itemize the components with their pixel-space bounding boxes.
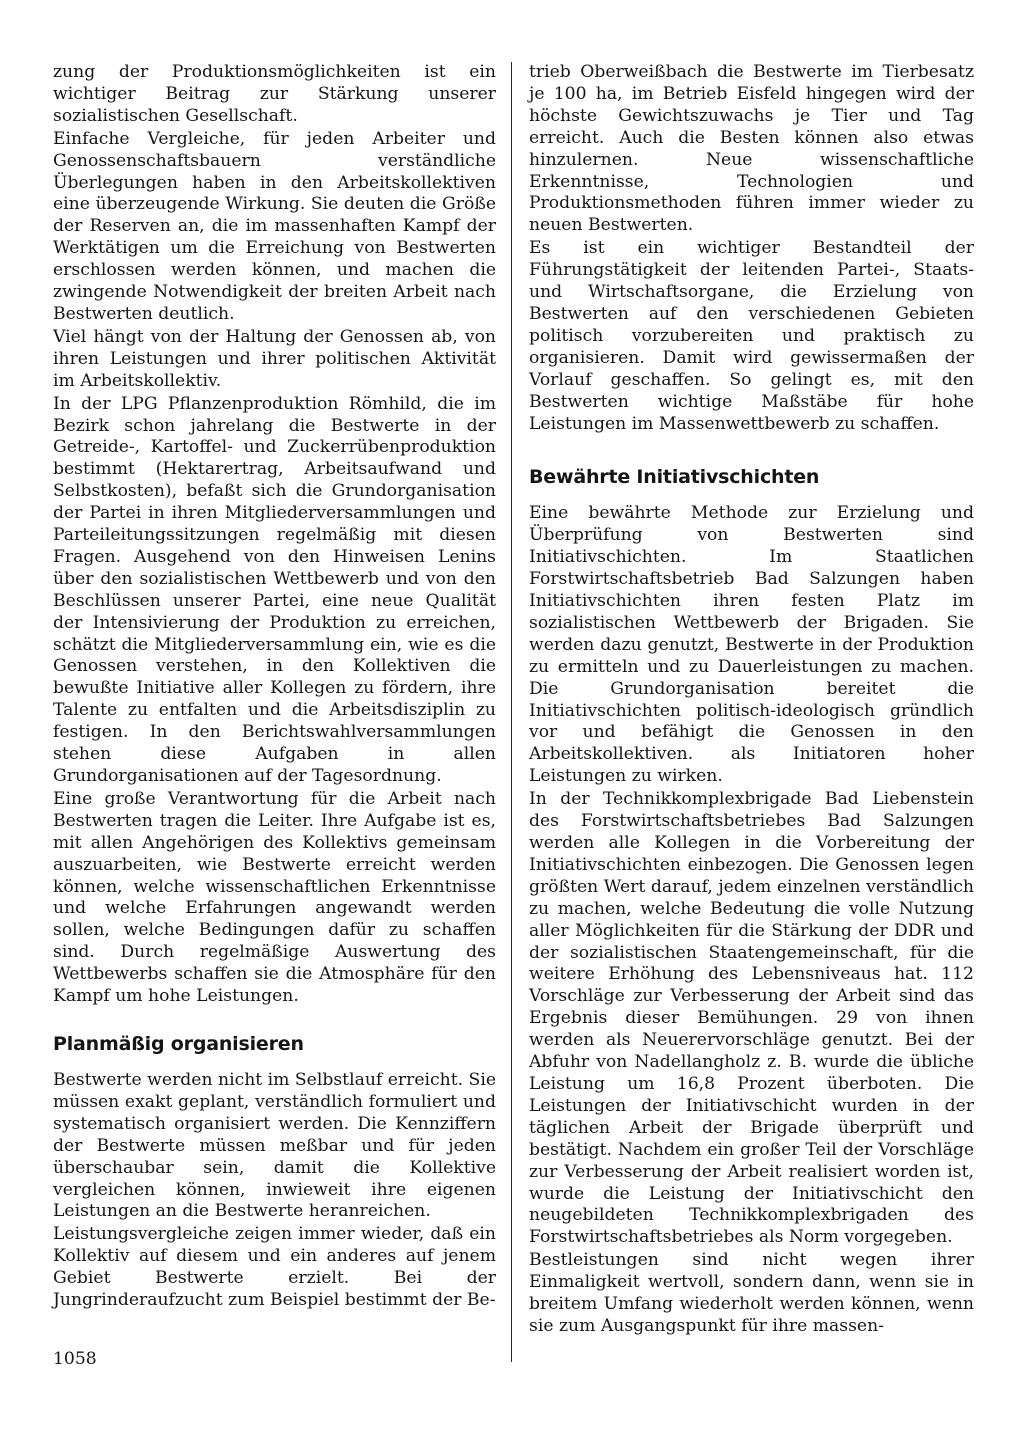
section-heading-planmaessig-organisieren: Planmäßig organisieren — [53, 1032, 304, 1055]
column-divider — [511, 62, 512, 1362]
right-text-column — [529, 62, 974, 1338]
paragraph: In der LPG Pflanzenproduktion Römhild, die im Bezirk schon jahrelang die Bestwerte in der Getreide-, Kartoffel- und Zuckerrübenproduktion bestimmt (Hektarertrag, Arbeitsaufwand und Selbstkosten), befaßt sich die Grundorganisation der Partei in ihren Mitgliederversammlungen und Parteileitungssitzungen regelmäßig mit diesen Fragen. Ausgehend von den Hinweisen Lenins über den sozialistischen Wettbewerb und von den Beschlüssen unserer Partei, eine neue Qualität der Intensivierung der Produktion zu erreichen, schätzt die Mitgliederversammlung ein, wie es die Genossen verstehen, in den Kollektiven die bewußte Initiative aller Kollegen zu fördern, ihre Talente zu entfalten und die Arbeitsdisziplin zu festigen. In den Berichtswahlversammlungen stehen diese Aufgaben in allen Grundorganisationen auf der Tagesordnung. — [53, 393, 496, 786]
paragraph: Eine bewährte Methode zur Erzielung und Überprüfung von Bestwerten sind Initiativschichten. Im Staatlichen Forstwirtschaftsbetrieb Bad Salzungen haben Initiativschichten ihren festen Platz im sozialistischen Wettbewerb der Brigaden. Sie werden dazu genutzt, Bestwerte in der Produktion zu ermitteln und zu Dauerleistungen zu machen. Die Grundorganisation bereitet die Initiativschichten politisch-ideologisch gründlich vor und befähigt die Genossen in den Arbeitskollektiven. als Initiatoren hoher Leistungen zu wirken. — [529, 503, 974, 787]
paragraph: Es ist ein wichtiger Bestandteil der Führungstätigkeit der leitenden Partei-, Staats- und Wirtschaftsorgane, die Erzielung von Bestwerten auf den verschiedenen Gebieten politisch vorzubereiten und praktisch zu organisieren. Damit wird gewissermaßen der Vorlauf geschaffen. So gelingt es, mit den Bestwerten wichtige Maßstäbe für hohe Leistungen im Massenwettbewerb zu schaffen. — [529, 238, 974, 434]
page-number: 1058 — [53, 1349, 97, 1369]
paragraph: Viel hängt von der Haltung der Genossen ab, von ihren Leistungen und ihrer politischen Aktivität im Arbeitskollektiv. — [53, 326, 496, 391]
paragraph: In der Technikkomplexbrigade Bad Liebenstein des Forstwirtschaftsbetriebes Bad Salzungen werden alle Kollegen in die Vorbereitung der Initiativschichten einbezogen. Die Genossen legen größten Wert darauf, jedem einzelnen verständlich zu machen, welche Bedeutung die volle Nutzung aller Möglichkeiten für die Stärkung der DDR und der sozialistischen Staatengemeinschaft, für die weitere Erhöhung des Lebensniveaus hat. 112 Vorschläge zur Verbesserung der Arbeit sind das Ergebnis dieser Bemühungen. 29 von ihnen werden als Neuerervorschläge genutzt. Bei der Abfuhr von Nadellangholz z. B. wurde die übliche Leistung um 16,8 Prozent überboten. Die Leistungen der Initiativschicht wurden in der täglichen Arbeit der Brigade überprüft und bestätigt. Nachdem ein großer Teil der Vorschläge zur Verbesserung der Arbeit realisiert worden ist, wurde die Leistung der Initiativschicht den neugebildeten Technikkomplexbrigaden des Forstwirtschaftsbetriebes als Norm vorgegeben. — [529, 789, 974, 1248]
paragraph: zung der Produktionsmöglichkeiten ist ein wichtiger Beitrag zur Stärkung unserer sozialistischen Gesellschaft. — [53, 62, 496, 126]
paragraph: Bestleistungen sind nicht wegen ihrer Einmaligkeit wertvoll, sondern dann, wenn sie in breitem Umfang wiederholt werden können, wenn sie zum Ausgangspunkt für ihre massen- — [529, 1250, 974, 1336]
paragraph: Eine große Verantwortung für die Arbeit nach Bestwerten tragen die Leiter. Ihre Aufgabe ist es, mit allen Angehörigen des Kollektivs gemeinsam auszuarbeiten, wie Bestwerte erreicht werden können, welche wissenschaftlichen Erkenntnisse und welche Erfahrungen angewandt werden sollen, welche Bedingungen dafür zu schaffen sind. Durch regelmäßige Auswertung des Wettbewerbs schaffen sie die Atmosphäre für den Kampf um hohe Leistungen. — [53, 788, 496, 1007]
paragraph: trieb Oberweißbach die Bestwerte im Tierbesatz je 100 ha, im Betrieb Eisfeld hingegen wird der höchste Gewichtszuwachs je Tier und Tag erreicht. Auch die Besten können also etwas hinzulernen. Neue wissenschaftliche Erkenntnisse, Technologien und Produktionsmethoden führen immer wieder zu neuen Bestwerten. — [529, 62, 974, 236]
paragraph: Leistungsvergleiche zeigen immer wieder, daß ein Kollektiv auf diesem und ein anderes auf jenem Gebiet Bestwerte erzielt. Bei der Jungrinderaufzucht zum Beispiel bestimmt der Be- — [53, 1224, 496, 1311]
section-heading-bewaehrte-initiativschichten: Bewährte Initiativschichten — [529, 466, 820, 489]
left-text-column — [53, 62, 496, 1312]
paragraph: Bestwerte werden nicht im Selbstlauf erreicht. Sie müssen exakt geplant, verständlich formuliert und systematisch organisiert werden. Die Kennziffern der Bestwerte müssen meßbar und für jeden überschaubar sein, damit die Kollektive vergleichen können, inwieweit ihre eigenen Leistungen an die Bestwerte heranreichen. — [53, 1069, 496, 1222]
paragraph: Einfache Vergleiche, für jeden Arbeiter und Genossenschaftsbauern verständliche Überlegungen haben in den Arbeitskollektiven eine überzeugende Wirkung. Sie deuten die Größe der Reserven an, die im massenhaften Kampf der Werktätigen um die Erreichung von Bestwerten erschlossen werden können, und machen die zwingende Notwendigkeit der breiten Arbeit nach Bestwerten deutlich. — [53, 128, 496, 324]
